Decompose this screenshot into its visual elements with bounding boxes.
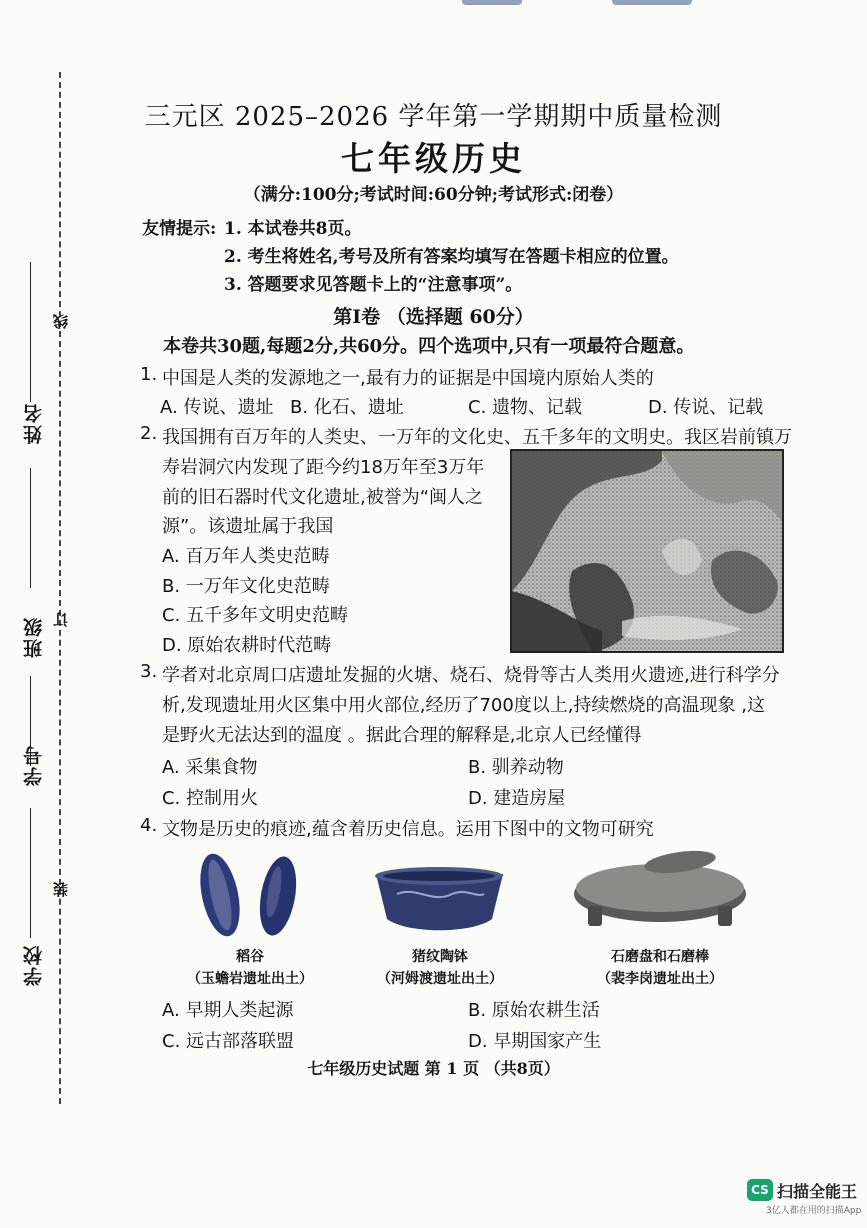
- q1-option-b: B. 化石、遗址: [290, 397, 404, 418]
- q1-option-a: A. 传说、遗址: [160, 397, 274, 418]
- question-2-stem: 前的旧石器时代文化遗址,被誉为“闽人之: [162, 487, 484, 508]
- grinding-stone-image: [568, 842, 750, 932]
- scanner-slogan: 3亿人都在用的扫描App: [766, 1206, 862, 1216]
- binding-label-ding: 订: [52, 610, 70, 627]
- question-2-stem: 源”。该遗址属于我国: [162, 516, 334, 537]
- question-3-stem: 析,发现遗址用火区集中用火部位,经历了700度以上,持续燃烧的高温现象 ,这: [162, 695, 765, 716]
- subject-title: 七年级历史: [341, 139, 526, 178]
- q4-option-d: D. 早期国家产生: [468, 1031, 602, 1052]
- question-4-stem: 文物是历史的痕迹,蕴含着历史信息。运用下图中的文物可研究: [162, 819, 654, 840]
- artifact-1-source: （玉蟾岩遗址出土）: [187, 971, 313, 987]
- class-label: 班级: [23, 616, 45, 658]
- artifact-3-source: （裴李岗遗址出土）: [597, 971, 723, 987]
- pig-pattern-pottery-image: [372, 864, 507, 936]
- camscanner-logo-icon: CS: [747, 1179, 773, 1201]
- question-2-stem: 我国拥有百万年的人类史、一万年的文化史、五千多年的文明史。我区岩前镇万: [162, 427, 792, 448]
- q2-option-a: A. 百万年人类史范畴: [162, 546, 330, 567]
- section-title: 第Ⅰ卷 （选择题 60分）: [333, 306, 534, 328]
- q2-option-c: C. 五千多年文明史范畴: [162, 605, 349, 626]
- question-4-number: 4.: [140, 815, 158, 836]
- rice-grain-image: [190, 850, 310, 945]
- name-write-line: [30, 262, 31, 402]
- q1-option-c: C. 遗物、记载: [468, 397, 583, 418]
- tip-item: 1. 本试卷共8页。: [224, 219, 362, 239]
- q4-option-b: B. 原始农耕生活: [468, 1000, 600, 1021]
- page-footer: 七年级历史试题 第 1 页 （共8页）: [307, 1059, 560, 1078]
- tip-item: 2. 考生将姓名,考号及所有答案均填写在答题卡相应的位置。: [224, 247, 679, 267]
- school-label: 学校: [23, 944, 45, 986]
- section-intro: 本卷共30题,每题2分,共60分。四个选项中,只有一项最符合题意。: [163, 336, 695, 357]
- artifact-1-name: 稻谷: [236, 949, 264, 965]
- scan-artifact: [612, 0, 692, 5]
- q2-option-d: D. 原始农耕时代范畴: [162, 635, 332, 656]
- question-1-stem: 中国是人类的发源地之一,最有力的证据是中国境内原始人类的: [162, 368, 654, 389]
- q4-option-c: C. 远古部落联盟: [162, 1031, 295, 1052]
- question-3-stem: 学者对北京周口店遗址发掘的火塘、烧石、烧骨等古人类用火遗迹,进行科学分: [162, 665, 780, 686]
- q4-option-a: A. 早期人类起源: [162, 1000, 294, 1021]
- scanner-app-name: 扫描全能王: [777, 1182, 858, 1201]
- q3-option-a: A. 采集食物: [162, 757, 258, 778]
- exam-info: （满分:100分;考试时间:60分钟;考试形式:闭卷）: [243, 185, 624, 205]
- question-2-stem: 寿岩洞穴内发现了距今约18万年至3万年: [162, 457, 485, 478]
- name-label: 姓名: [23, 402, 45, 444]
- q1-option-d: D. 传说、记载: [648, 397, 764, 418]
- q2-option-b: B. 一万年文化史范畴: [162, 576, 330, 597]
- school-write-line: [30, 808, 31, 938]
- cave-site-photo: [510, 449, 784, 653]
- question-3-number: 3.: [140, 661, 158, 682]
- artifact-2-source: （河姆渡遗址出土）: [377, 971, 503, 987]
- artifact-3-name: 石磨盘和石磨棒: [611, 949, 709, 965]
- binding-label-line: 线: [52, 312, 70, 329]
- tips-label: 友情提示:: [142, 219, 217, 239]
- question-1-number: 1.: [140, 364, 158, 385]
- binding-dashed-line: [59, 72, 61, 1104]
- tip-item: 3. 答题要求见答题卡上的“注意事项”。: [224, 275, 523, 295]
- scan-artifact: [462, 0, 522, 5]
- artifact-2-name: 猪纹陶钵: [412, 949, 468, 965]
- exam-title: 三元区 2025–2026 学年第一学期期中质量检测: [144, 102, 723, 132]
- question-3-stem: 是野火无法达到的温度 。据此合理的解释是,北京人已经懂得: [162, 725, 642, 746]
- q3-option-c: C. 控制用火: [162, 788, 259, 809]
- q3-option-d: D. 建造房屋: [468, 788, 566, 809]
- q3-option-b: B. 驯养动物: [468, 757, 564, 778]
- student-id-label: 学号: [23, 744, 45, 786]
- question-2-number: 2.: [140, 423, 158, 444]
- binding-label-zhuang: 装: [52, 880, 70, 897]
- class-write-line: [30, 468, 31, 588]
